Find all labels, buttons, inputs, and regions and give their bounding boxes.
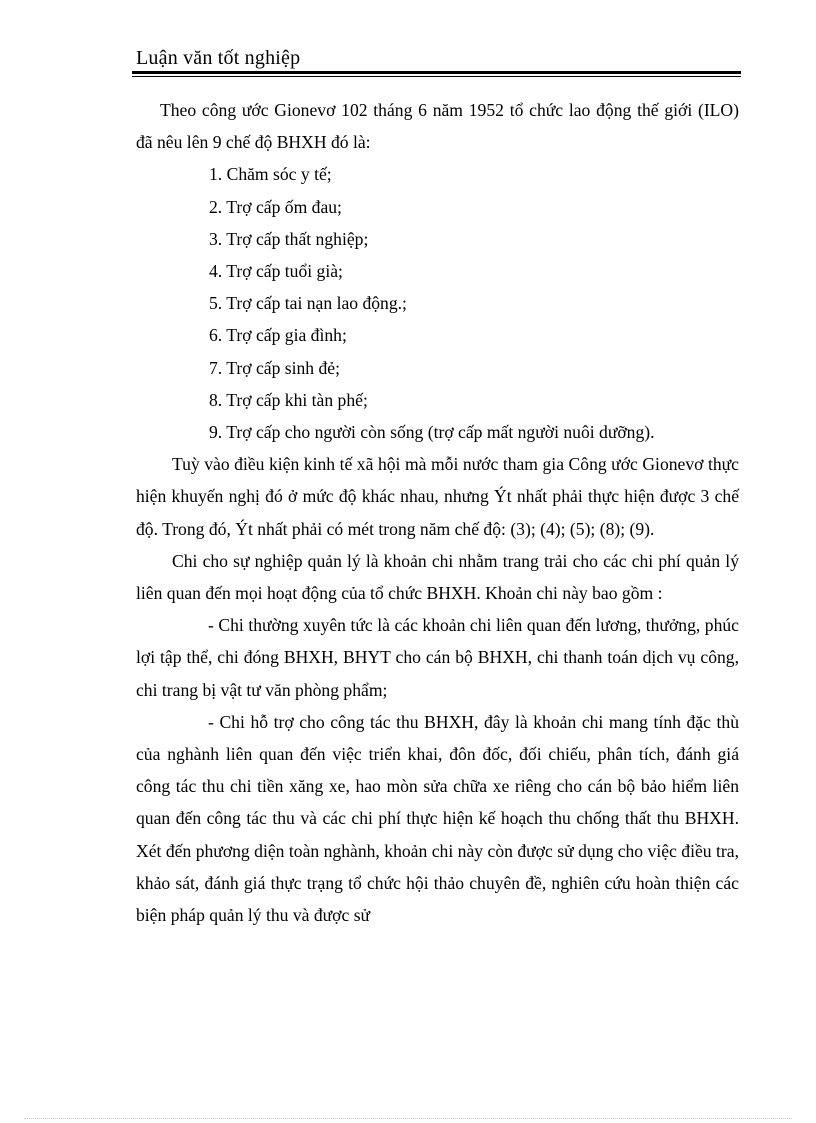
convention-paragraph: Tuỳ vào điều kiện kinh tế xã hội mà mỗi nước tham gia Công ước Gionevơ thực hiện khuyến nghị đó ở mức độ khác nhau, nhưng Ýt nhất phải thực hiện được 3 chế độ. Trong đó, Ýt nhất phải có mét trong năm chế độ: (3); (4); (5); (8); (9). [136,454,739,539]
header-rule-thin [132,76,741,77]
page-bottom-divider [24,1118,792,1119]
header-rule-thick [132,71,741,74]
page-header-title: Luận văn tốt nghiệp [136,47,301,69]
intro-paragraph: Theo công ước Gionevơ 102 tháng 6 năm 1952 tổ chức lao động thế giới (ILO) đã nêu lên 9 chế độ BHXH đó là: [136,100,739,153]
list-item: 1. Chăm sóc y tế; [209,164,332,185]
support-expense-paragraph: - Chi hỗ trợ cho công tác thu BHXH, đây là khoản chi mang tính đặc thù của nghành liên quan đến việc triển khai, đôn đốc, đối chiếu, phân tích, đánh giá công tác thu chi tiền xăng xe, hao mòn sửa chữa xe riêng cho cán bộ bảo hiểm liên quan đến công tác thu và các chi phí thực hiện kế hoạch thu chống thất thu BHXH. Xét đến phương diện toàn nghành, khoản chi này còn được sử dụng cho việc điều tra, khảo sát, đánh giá thực trạng tổ chức hội thảo chuyên đề, nghiên cứu hoàn thiện các biện pháp quản lý thu và được sử [136,711,739,926]
list-item: 7. Trợ cấp sinh đẻ; [209,357,340,378]
list-item: 4. Trợ cấp tuổi già; [209,261,343,282]
list-item: 3. Trợ cấp thất nghiệp; [209,228,369,249]
list-item: 2. Trợ cấp ốm đau; [209,196,342,217]
list-item: 9. Trợ cấp cho người còn sống (trợ cấp mất người nuôi dưỡng). [209,422,655,443]
list-item: 8. Trợ cấp khi tàn phế; [209,389,368,410]
benefit-list [136,158,739,448]
list-item: 6. Trợ cấp gia đình; [209,325,347,346]
regular-expense-paragraph: - Chi thường xuyên tức là các khoản chi liên quan đến lương, thưởng, phúc lợi tập thể, chi đóng BHXH, BHYT cho cán bộ BHXH, chi thanh toán dịch vụ công, chi trang bị vật tư văn phòng phẩm; [136,615,739,700]
list-item: 5. Trợ cấp tai nạn lao động.; [209,293,407,314]
management-paragraph: Chi cho sự nghiệp quản lý là khoản chi nhằm trang trải cho các chi phí quản lý liên quan đến mọi hoạt động của tổ chức BHXH. Khoản chi này bao gồm : [136,550,739,604]
document-body [136,94,739,931]
